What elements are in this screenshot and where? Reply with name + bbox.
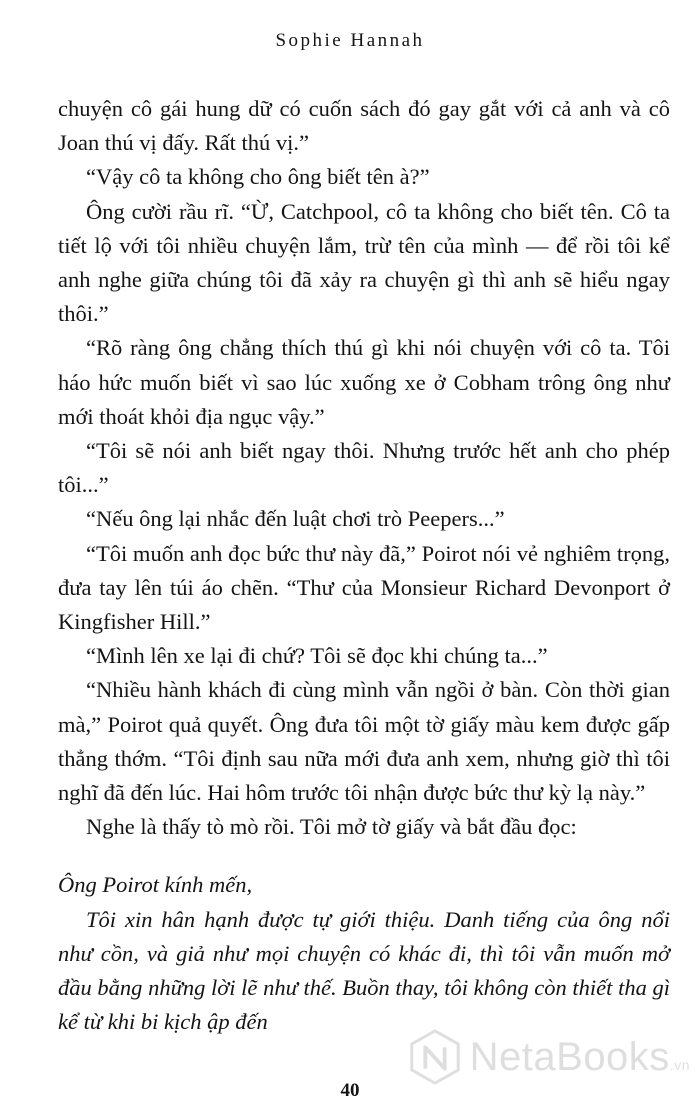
body-text xyxy=(58,92,670,1039)
paragraph: “Tôi muốn anh đọc bức thư này đã,” Poirot nói vẻ nghiêm trọng, đưa tay lên túi áo chẽn. “Thư của Monsieur Richard Devonport ở Kingfisher Hill.” xyxy=(58,540,670,635)
paragraph: “Tôi sẽ nói anh biết ngay thôi. Nhưng trước hết anh cho phép tôi...” xyxy=(58,438,670,498)
watermark-suffix: .vn xyxy=(669,1056,690,1073)
paragraph: “Rõ ràng ông chẳng thích thú gì khi nói chuyện với cô ta. Tôi háo hức muốn biết vì sao lúc xuống xe ở Cobham trông ông như mới thoát khỏi địa ngục vậy.” xyxy=(58,335,670,429)
paragraph: Ông cười rầu rĩ. “Ừ, Catchpool, cô ta không cho biết tên. Cô ta tiết lộ với tôi nhiều chuyện lắm, trừ tên của mình — để rồi tôi kể anh nghe giữa chúng tôi đã xảy ra chuyện gì thì anh sẽ hiểu ngay thôi.” xyxy=(58,198,670,327)
running-header-author: Sophie Hannah xyxy=(275,30,425,51)
watermark-brand: NetaBooks xyxy=(469,1034,670,1079)
paragraph: “Nếu ông lại nhắc đến luật chơi trò Peepers...” xyxy=(86,506,505,532)
watermark-text xyxy=(470,1035,690,1080)
paragraph: chuyện cô gái hung dữ có cuốn sách đó gay gắt với cả anh và cô Joan thú vị đấy. Rất thú vị.” xyxy=(58,96,670,156)
letter-body: Tôi xin hân hạnh được tự giới thiệu. Danh tiếng của ông nổi như cồn, và giả như mọi chuyện có khác đi, thì tôi vẫn muốn mở đầu bằng những lời lẽ như thế. Buồn thay, tôi không còn thiết tha gì kể từ khi bi kịch ập đến xyxy=(58,906,670,1035)
paragraph: Nghe là thấy tò mò rồi. Tôi mở tờ giấy và bắt đầu đọc: xyxy=(86,814,577,840)
netabooks-watermark xyxy=(406,1028,690,1086)
page-number: 40 xyxy=(340,1080,360,1101)
paragraph: “Vậy cô ta không cho ông biết tên à?” xyxy=(86,164,430,190)
n-hexagon-logo-icon xyxy=(406,1028,464,1086)
letter-spacer xyxy=(58,844,670,868)
paragraph: “Nhiều hành khách đi cùng mình vẫn ngồi ở bàn. Còn thời gian mà,” Poirot quả quyết. Ông đưa tôi một tờ giấy màu kem được gấp thẳng thớm. “Tôi định sau nữa mới đưa anh xem, nhưng giờ thì tôi nghĩ đã đến lúc. Hai hôm trước tôi nhận được bức thư kỳ lạ này.” xyxy=(58,677,670,806)
paragraph: “Mình lên xe lại đi chứ? Tôi sẽ đọc khi chúng ta...” xyxy=(86,643,548,669)
letter-salutation: Ông Poirot kính mến, xyxy=(58,872,253,898)
